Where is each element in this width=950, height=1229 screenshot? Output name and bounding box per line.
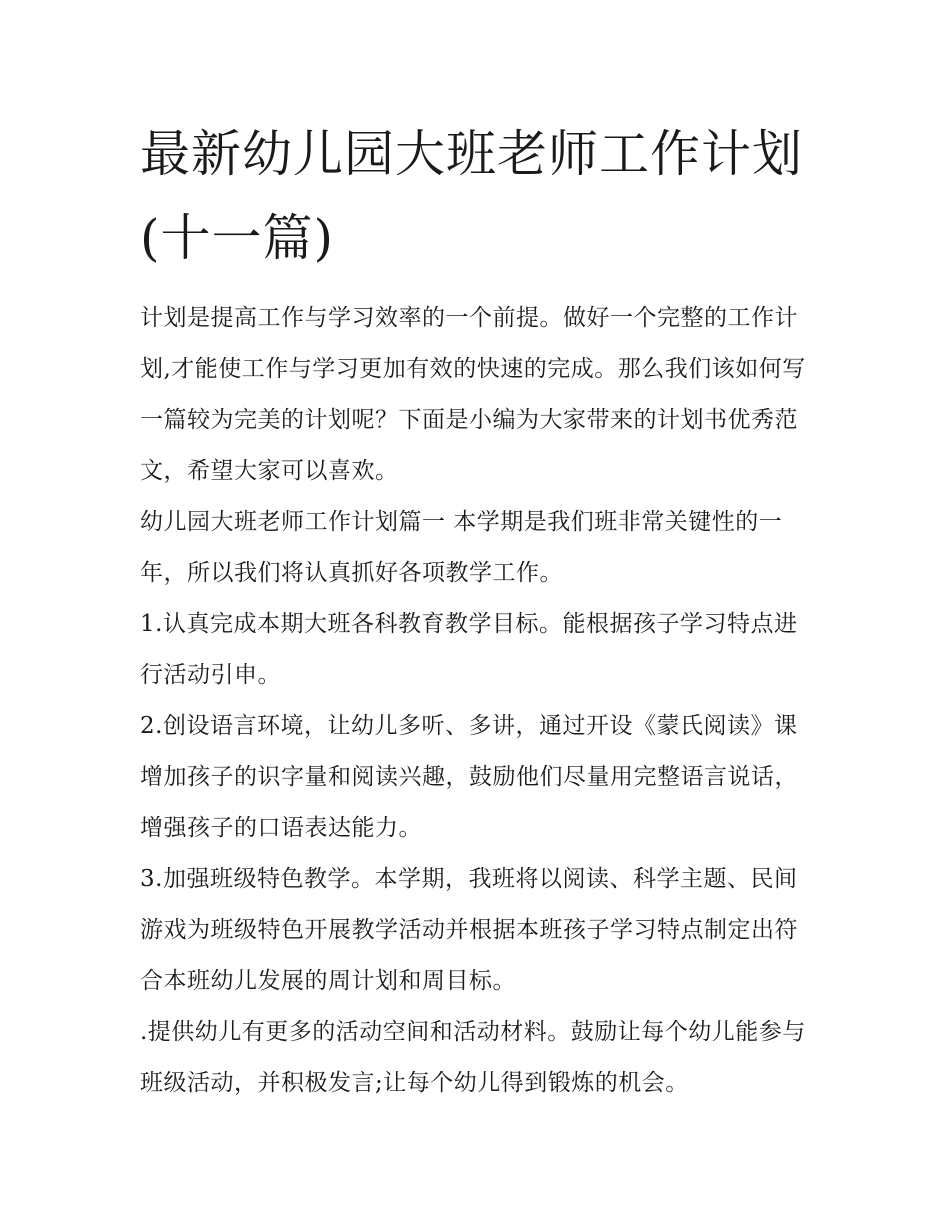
paragraph-intro: 计划是提高工作与学习效率的一个前提。做好一个完整的工作计划,才能使工作与学习更加有效的快速的完成。那么我们该如何写一篇较为完美的计划呢？下面是小编为大家带来的计划书优秀范文，希望大家可以喜欢。 — [140, 305, 806, 484]
paragraph-item-4: .提供幼儿有更多的活动空间和活动材料。鼓励让每个幼儿能参与班级活动，并积极发言;让每个幼儿得到锻炼的机会。 — [140, 1019, 806, 1096]
paragraph-item-3: 3.加强班级特色教学。本学期，我班将以阅读、科学主题、民间游戏为班级特色开展教学活动并根据本班孩子学习特点制定出符合本班幼儿发展的周计划和周目标。 — [140, 866, 798, 994]
document-body — [140, 293, 820, 1109]
document-content — [140, 112, 820, 1109]
paragraph-item-1: 1.认真完成本期大班各科教育教学目标。能根据孩子学习特点进行活动引申。 — [140, 611, 798, 688]
paragraph-plan-one: 幼儿园大班老师工作计划篇一 本学期是我们班非常关键性的一年，所以我们将认真抓好各项教学工作。 — [140, 509, 783, 586]
document-title: 最新幼儿园大班老师工作计划(十一篇) — [140, 125, 803, 267]
paragraph-item-2: 2.创设语言环境，让幼儿多听、多讲，通过开设《蒙氏阅读》课增加孩子的识字量和阅读兴趣，鼓励他们尽量用完整语言说话，增强孩子的口语表达能力。 — [140, 713, 798, 841]
